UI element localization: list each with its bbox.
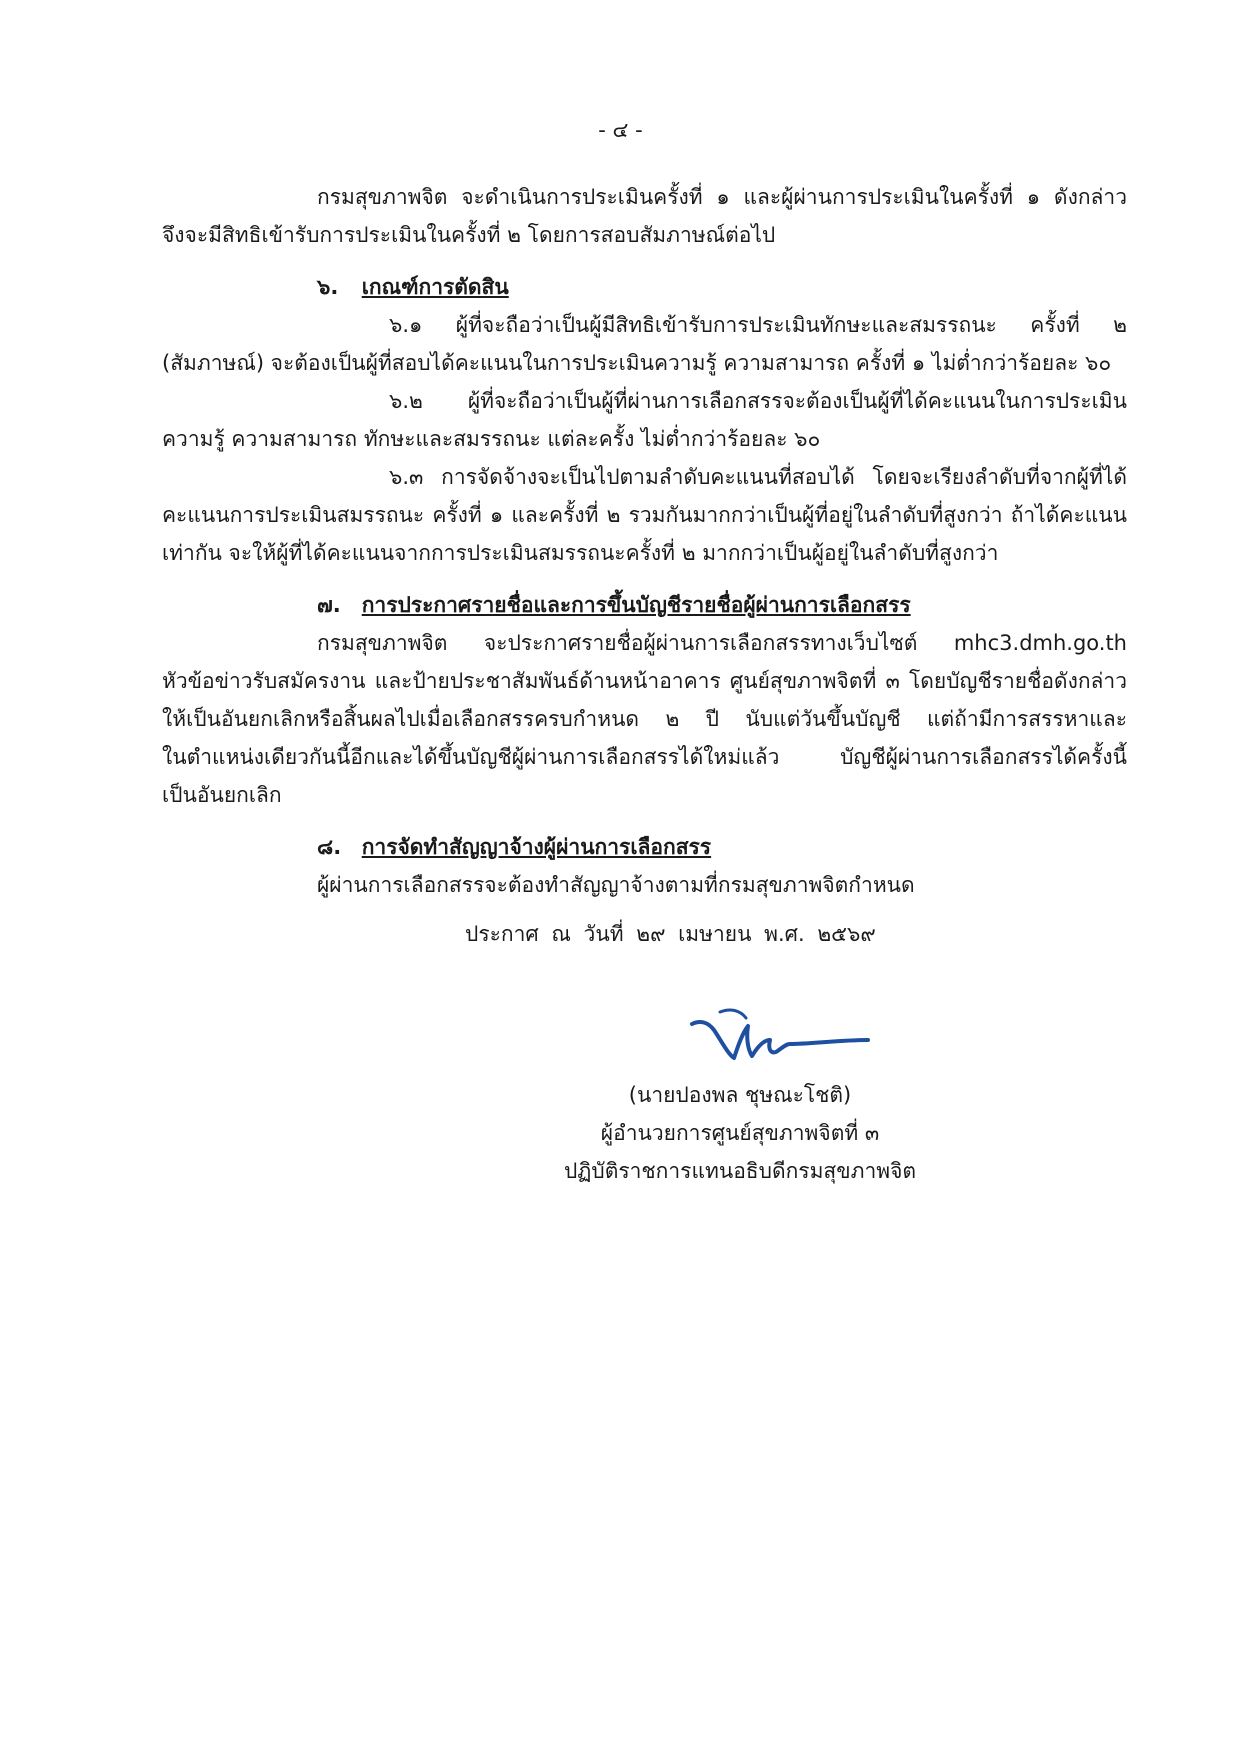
clause-6-2-first: ๖.๒ ผู้ที่จะถือว่าเป็นผู้ที่ผ่านการเลือกสรรจะต้องเป็นผู้ที่ได้คะแนนในการประเมิน [389, 389, 1127, 413]
clause-6-3-rest-1: คะแนนการประเมินสมรรถนะ ครั้งที่ ๑ และครั้งที่ ๒ รวมกันมากกว่าเป็นผู้ที่อยู่ในลำดับที่สูงกว่า ถ้าได้คะแนน [162, 503, 1127, 527]
section-6-number: ๖. [317, 275, 339, 299]
intro-line-2: จึงจะมีสิทธิเข้ารับการประเมินในครั้งที่ ๒ โดยการสอบสัมภาษณ์ต่อไป [162, 223, 776, 247]
section-7-line-3: ให้เป็นอันยกเลิกหรือสิ้นผลไปเมื่อเลือกสรรครบกำหนด ๒ ปี นับแต่วันขึ้นบัญชี แต่ถ้ามีการสรรหาและ [162, 707, 1127, 731]
signer-acting: ปฏิบัติราชการแทนอธิบดีกรมสุขภาพจิต [563, 1159, 917, 1183]
clause-6-3-rest-2: เท่ากัน จะให้ผู้ที่ได้คะแนนจากการประเมินสมรรถนะครั้งที่ ๒ มากกว่าเป็นผู้อยู่ในลำดับที่สูงกว่า [162, 541, 999, 565]
section-6-title: เกณฑ์การตัดสิน [361, 275, 509, 299]
clause-6-1-first: ๖.๑ ผู้ที่จะถือว่าเป็นผู้มีสิทธิเข้ารับการประเมินทักษะและสมรรถนะ ครั้งที่ ๒ [389, 313, 1127, 337]
document-body [162, 178, 1127, 904]
section-7-number: ๗. [317, 593, 341, 617]
signer-position: ผู้อำนวยการศูนย์สุขภาพจิตที่ ๓ [600, 1121, 880, 1145]
section-8-heading [162, 828, 1127, 866]
clause-6-3-first: ๖.๓ การจัดจ้างจะเป็นไปตามลำดับคะแนนที่สอบได้ โดยจะเรียงลำดับที่จากผู้ที่ได้ [389, 465, 1127, 489]
signer-name: (นายปองพล ชุษณะโชติ) [628, 1083, 852, 1107]
page-number: - ๔ - [598, 118, 643, 142]
handwritten-signature [690, 1000, 870, 1080]
section-7-line-4: ในตำแหน่งเดียวกันนี้อีกและได้ขึ้นบัญชีผู้ผ่านการเลือกสรรได้ใหม่แล้ว บัญชีผู้ผ่านการเลือกสรรได้ครั้งนี้ [162, 745, 1127, 769]
section-8-number: ๘. [317, 835, 342, 859]
section-7-line-2: หัวข้อข่าวรับสมัครงาน และป้ายประชาสัมพันธ์ด้านหน้าอาคาร ศูนย์สุขภาพจิตที่ ๓ โดยบัญชีรายชื่อดังกล่าว [162, 669, 1127, 693]
section-8-title: การจัดทำสัญญาจ้างผู้ผ่านการเลือกสรร [361, 835, 712, 859]
section-7-line-5: เป็นอันยกเลิก [162, 783, 282, 807]
intro-line-1: กรมสุขภาพจิต จะดำเนินการประเมินครั้งที่ ๑ และผู้ผ่านการประเมินในครั้งที่ ๑ ดังกล่าว [317, 185, 1127, 209]
section-7-first: กรมสุขภาพจิต จะประกาศรายชื่อผู้ผ่านการเลือกสรรทางเว็บไซต์ mhc3.dmh.go.th [317, 631, 1127, 655]
clause-6-2-rest: ความรู้ ความสามารถ ทักษะและสมรรถนะ แต่ละครั้ง ไม่ต่ำกว่าร้อยละ ๖๐ [162, 427, 821, 451]
signer-block [520, 1076, 960, 1190]
announcement-date: ประกาศ ณ วันที่ ๒๙ เมษายน พ.ศ. ๒๕๖๙ [465, 922, 876, 946]
section-6-heading [162, 268, 1127, 306]
section-8-text: ผู้ผ่านการเลือกสรรจะต้องทำสัญญาจ้างตามที่กรมสุขภาพจิตกำหนด [317, 873, 915, 897]
section-7-heading [162, 586, 1127, 624]
clause-6-1-rest: (สัมภาษณ์) จะต้องเป็นผู้ที่สอบได้คะแนนในการประเมินความรู้ ความสามารถ ครั้งที่ ๑ ไม่ต่ำกว่าร้อยละ ๖๐ [162, 351, 1112, 375]
section-7-title: การประกาศรายชื่อและการขึ้นบัญชีรายชื่อผู้ผ่านการเลือกสรร [361, 593, 911, 617]
